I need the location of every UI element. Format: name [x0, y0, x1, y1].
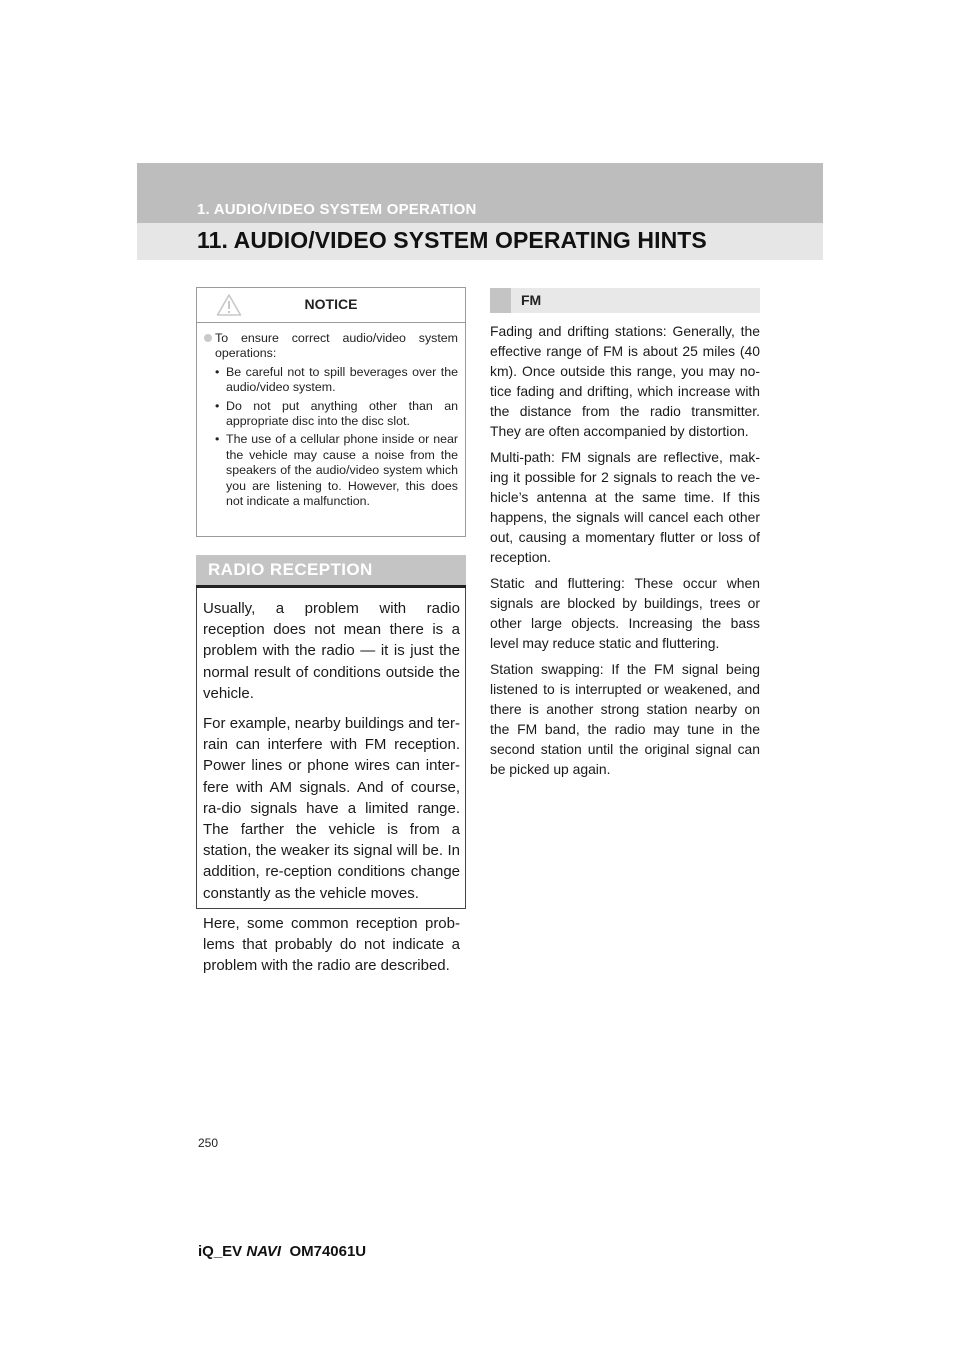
notice-lead-text: To ensure correct audio/video system operations:: [215, 331, 458, 361]
radio-reception-header: [196, 555, 466, 588]
radio-reception-box: [196, 588, 466, 975]
notice-item: • Be careful not to spill beverages over the audio/video system.: [215, 365, 458, 396]
notice-header: [197, 288, 465, 323]
notice-body: [197, 323, 465, 509]
notice-item: • Do not put anything other than an appropriate disc into the disc slot.: [215, 399, 458, 430]
radio-paragraph: For example, nearby buildings and ter-rain can interfere with FM reception. Power lines or phone wires can inter-fere with AM signals. And of course, ra-dio signals have a limited range. The farther the vehicle is from a station, the weaker its signal will be. In addition, re-ception conditions change constantly as the vehicle moves.: [203, 715, 460, 902]
code-navi: NAVI: [246, 1243, 282, 1260]
fm-title: FM: [521, 292, 542, 308]
notice-title: NOTICE: [304, 296, 358, 312]
fm-paragraph: Fading and drifting stations: Generally, the effective range of FM is about 25 miles (40 km). Once outside this range, you may no-tice fading and drifting, which increase with the distance from the radio transmitter. They are often accompanied by distortion.: [490, 323, 760, 439]
fm-paragraph: Static and fluttering: These occur when signals are blocked by buildings, trees or other large objects. Increasing the bass level may reduce static and fluttering.: [490, 575, 760, 651]
document-code: [198, 1243, 366, 1260]
fm-header: [490, 288, 760, 313]
page-title: 11. AUDIO/VIDEO SYSTEM OPERATING HINTS: [197, 227, 707, 253]
code-suffix: OM74061U: [289, 1243, 367, 1260]
code-prefix: iQ_EV: [198, 1243, 243, 1260]
fm-paragraph: Station swapping: If the FM signal being listened to is interrupted or weakened, and there is another strong station nearby on the FM band, the radio may tune in the second station until the original signal can be picked up again.: [490, 661, 760, 777]
radio-paragraph: Here, some common reception prob-lems that probably do not indicate a problem with the radio are described.: [203, 914, 460, 975]
page-number: 250: [198, 1136, 219, 1150]
section-label: 1. AUDIO/VIDEO SYSTEM OPERATION: [197, 201, 477, 218]
notice-box: [196, 287, 466, 537]
radio-reception-title: RADIO RECEPTION: [208, 560, 373, 579]
notice-item: • The use of a cellular phone inside or near the vehicle may cause a noise from the speakers of the audio/video system which you are listening to. However, this does not indicate a malfunction.: [215, 432, 458, 509]
fm-marker-square: [490, 288, 511, 313]
fm-body: [490, 321, 760, 785]
radio-paragraph: Usually, a problem with radio reception does not mean there is a problem with the radio — it is just the normal result of conditions outside the vehicle.: [203, 600, 460, 702]
notice-items: [204, 365, 458, 510]
bullet-dot-icon: [204, 334, 212, 342]
notice-lead: [204, 331, 458, 362]
fm-paragraph: Multi-path: FM signals are reflective, mak-ing it possible for 2 signals to reach the ve-hicle’s antenna at the same time. If this happens, the signals will cancel each other out, causing a momentary flutter or loss of reception.: [490, 449, 760, 565]
